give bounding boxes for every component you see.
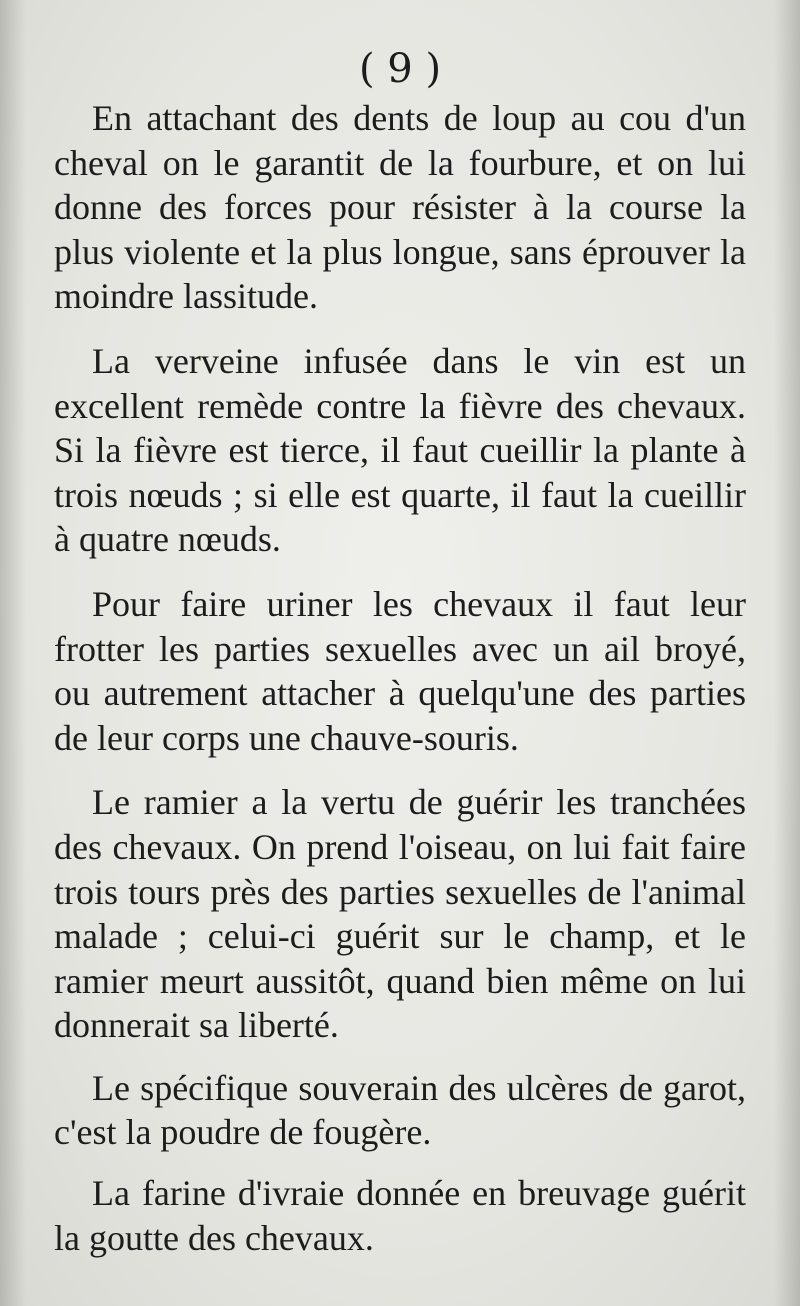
paragraph-wolf-teeth: En attachant des dents de loup au cou d'un cheval on le garantit de la fourbure, et on lui donne des forces pour résister à la course la plus violente et la plus longue, sans éprouver la moindre lassitude. xyxy=(54,98,746,317)
paragraph-ramier: Le ramier a la vertu de guérir les tranchées des chevaux. On prend l'oiseau, on lui fait faire trois tours près des parties sexuelles de l'animal malade ; celui-ci guérit sur le champ, et le ramier meurt aussitôt, quand bien même on lui donnerait sa liberté. xyxy=(54,782,746,1046)
paragraph-ivraie: La farine d'ivraie donnée en breuvage guérit la goutte des chevaux. xyxy=(54,1173,746,1258)
page-edge-shadow-left xyxy=(0,0,26,1306)
paragraph-uriner: Pour faire uriner les chevaux il faut leur frotter les parties sexuelles avec un ail broyé, ou autrement attacher à quelqu'une des parties de leur corps une chauve-souris. xyxy=(54,583,746,758)
paragraph-garot: Le spécifique souverain des ulcères de garot, c'est la poudre de fougère. xyxy=(54,1067,746,1153)
page-edge-shadow-right xyxy=(774,0,800,1306)
page-number: ( 9 ) xyxy=(358,46,442,92)
page-body xyxy=(54,96,746,1280)
paragraph-verveine: La verveine infusée dans le vin est un excellent remède contre la fièvre des chevaux. Si la fièvre est tierce, il faut cueillir la plante à trois nœuds ; si elle est quarte, il faut la cueillir à quatre nœuds. xyxy=(54,340,746,560)
